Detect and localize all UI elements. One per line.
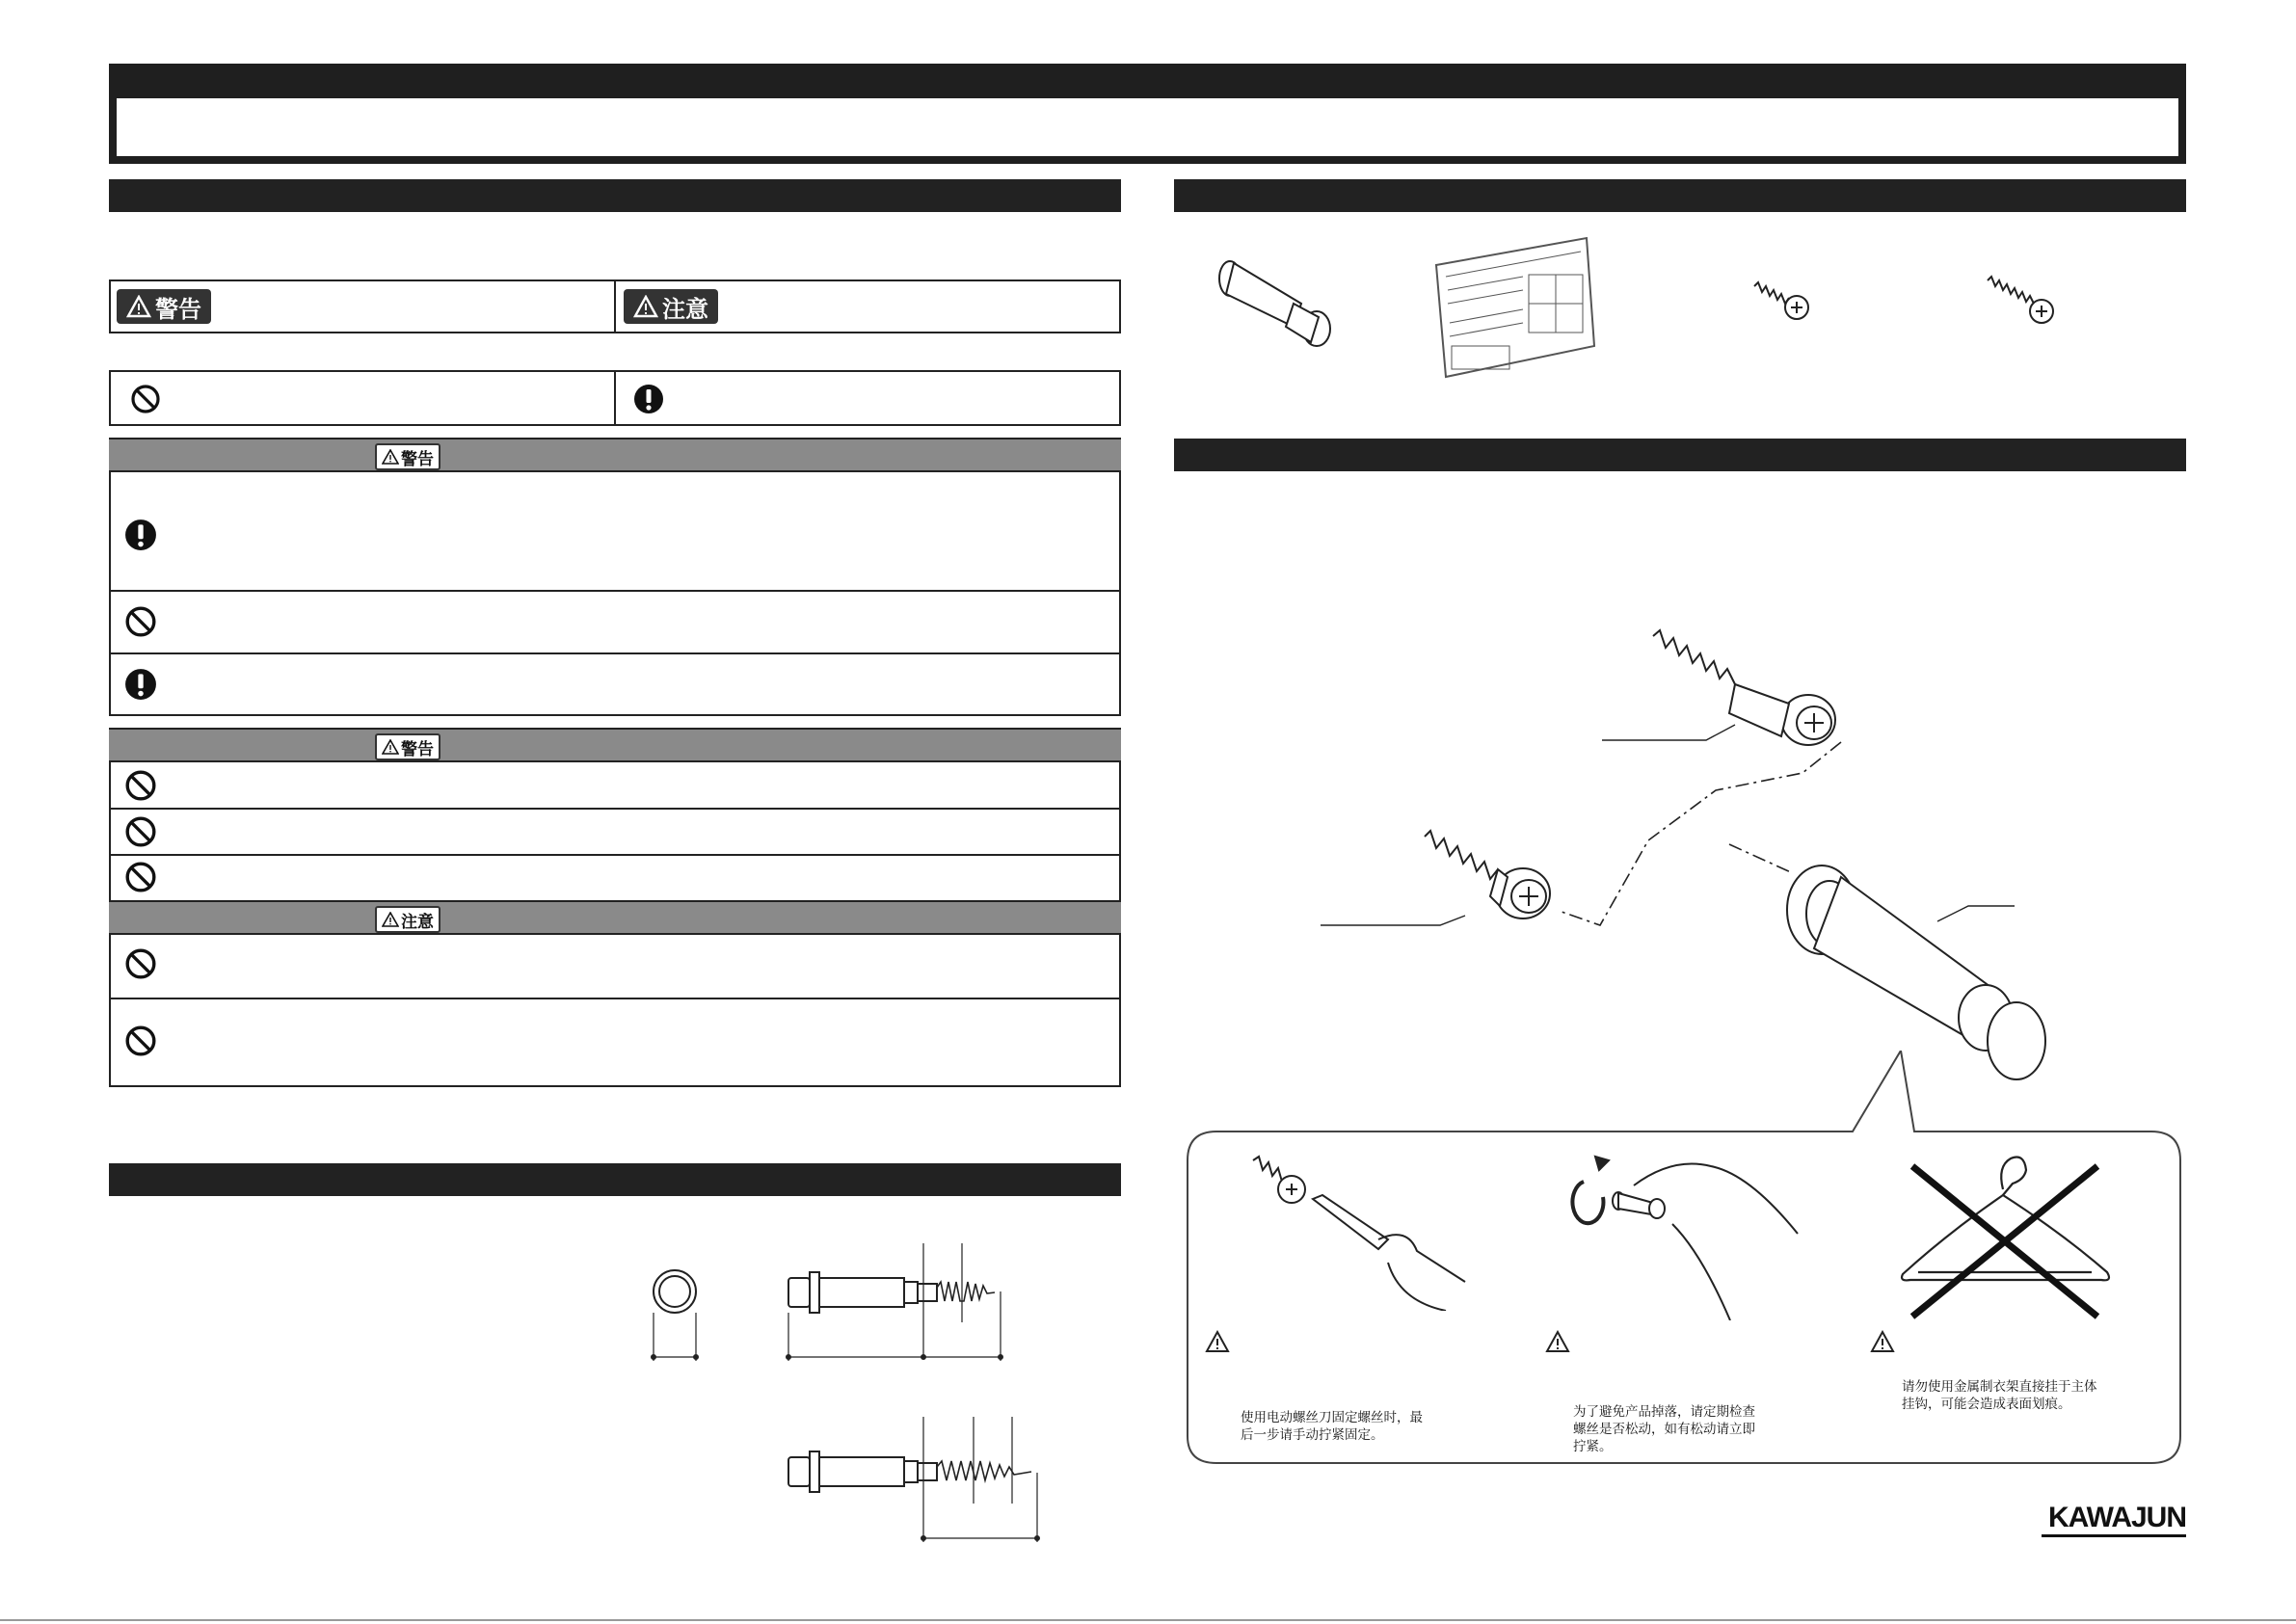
legend-warning-box [109,280,616,333]
warning-badge-small-label: 警告 [401,449,434,469]
mandatory-icon [124,668,157,701]
safety-section-header [109,179,1121,212]
dimension-drawings [617,1224,1118,1561]
front-view-ring [652,1270,698,1361]
warning-badge-label: 警告 [155,295,201,323]
mandatory-icon [124,519,157,551]
caution-triangle-icon [382,912,399,927]
long-screw-part [1988,277,2053,323]
warning-table-2 [109,728,1121,1087]
caution-triangle-icon [126,295,151,318]
prohibit-icon [124,769,157,802]
prohibit-icon [124,815,157,848]
caution-badge-small-label: 注意 [401,912,434,932]
brand-logo-text: KAWAJUN [2047,1502,2186,1533]
contents-parts [1205,226,2169,381]
row-divider [111,652,1119,654]
row-divider [111,808,1119,810]
upper-screw-drawing [1653,630,1835,745]
tip-screwdriver-text: 使用电动螺丝刀固定螺丝时，最后一步请手动拧紧固定。 [1241,1410,1423,1443]
row-divider [111,854,1119,856]
caution-triangle-icon [1545,1330,1570,1353]
caution-triangle-icon [1870,1330,1895,1353]
row-divider [111,998,1119,999]
legend-mandatory-box [614,370,1121,426]
hook-body-part [1219,261,1330,346]
mandatory-icon [633,384,664,414]
contents-section-header [1174,179,2186,212]
instruction-sheet-part [1436,238,1594,377]
title-area [115,96,2180,158]
short-screw-part [1754,282,1808,319]
warning-badge-small-label: 警告 [401,739,434,759]
brand-logo [2042,1502,2186,1537]
prohibit-icon [124,1025,157,1057]
lower-screw-drawing [1425,831,1550,918]
caution-badge-label: 注意 [662,295,708,323]
warning-table-2-header [109,728,1121,762]
prohibit-icon [124,947,157,980]
side-view-long-screw [788,1417,1039,1542]
warning-badge [117,289,211,324]
prohibit-icon [124,605,157,638]
warning-badge-small [375,733,441,760]
warning-badge-small [375,443,441,470]
tighten-check-illustration [1557,1147,1807,1320]
legend-caution-box [614,280,1121,333]
prohibit-icon [130,384,161,414]
dimensions-section-header [109,1163,1121,1196]
row-divider [111,590,1119,592]
screwdriver-illustration [1234,1147,1484,1311]
no-metal-hanger-illustration [1889,1137,2130,1330]
caution-triangle-icon [1205,1330,1230,1353]
caution-table-header [109,900,1121,935]
hook-drawing [1787,865,2045,1079]
legend-prohibit-box [109,370,616,426]
caution-triangle-icon [382,449,399,465]
warning-table-1-header [109,438,1121,472]
installation-section-header [1174,439,2186,471]
caution-triangle-icon [382,739,399,755]
tip-metal-hanger-text: 请勿使用金属制衣架直接挂于主体挂钩，可能会造成表面划痕。 [1902,1379,2097,1412]
fold-line [0,1619,2296,1621]
prohibit-icon [124,861,157,893]
caution-badge [624,289,718,324]
tip-loosen-check-text: 为了避免产品掉落，请定期检查螺丝是否松动，如有松动请立即拧紧。 [1573,1404,1755,1454]
caution-triangle-icon [633,295,658,318]
warning-table-1 [109,438,1121,716]
caution-badge-small [375,906,441,933]
side-view-short-screw [787,1243,1002,1361]
